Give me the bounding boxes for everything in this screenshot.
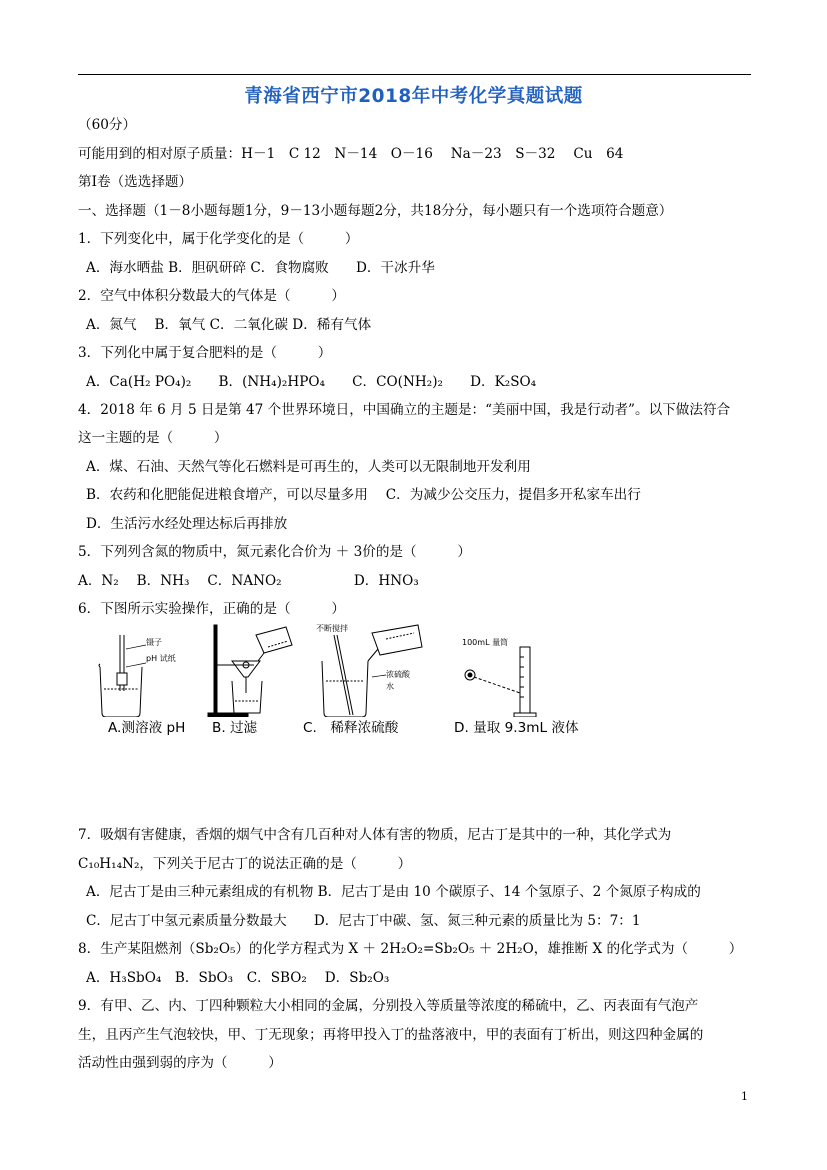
figure-a-label-paper: pH 试纸 [146,654,176,663]
atomic-mass-line: 可能用到的相对原子质量：H－1 C 12 N－14 O－16 Na－23 S－32 Cu 64 [78,146,624,162]
figure-d-measure [465,647,536,717]
figure-d-caption: D. 量取 9.3mL 液体 [454,720,579,736]
question-1-options: A．海水晒盐 B．胆矾研碎 C．食物腐败 D．干冰升华 [86,260,435,276]
question-4-option-a: A．煤、石油、天然气等化石燃料是可再生的，人类可以无限制地开发利用 [86,459,531,475]
question-7-line-1: 7．吸烟有害健康，香烟的烟气中含有几百种对人体有害的物质，尼古丁是其中的一种，其化学式为 [78,827,672,843]
question-6: 6．下图所示实验操作，正确的是（ ） [78,601,345,617]
question-5: 5．下列列含氮的物质中，氮元素化合价为 ＋ 3价的是（ ） [78,544,471,560]
figure-b-filtration [208,625,292,717]
question-2: 2．空气中体积分数最大的气体是（ ） [78,288,345,304]
figure-c-caption: C. 稀释浓硫酸 [303,720,399,736]
figure-d-label-cylinder: 100mL 量筒 [462,638,509,647]
question-9-line-2: 生，且丙产生气泡较快，甲、丁无现象；再将甲投入丁的盐落液中，甲的表面有丁析出，则这四种金属的 [78,1027,704,1043]
question-3: 3．下列化中属于复合肥料的是（ ） [78,345,332,361]
question-3-options: A．Ca(H₂ PO₄)₂ B．(NH₄)₂HPO₄ C．CO(NH₂)₂ D．K₂SO₄ [86,374,537,390]
question-9-line-1: 9．有甲、乙、内、丁四种颗粒大小相同的金属，分别投入等质量等浓度的稀硫中，乙、丙表面有气泡产 [78,998,699,1014]
figure-c-label-stir: 不断搅拌 [316,624,348,633]
page-number: 1 [741,1090,748,1103]
score-line: （60分） [78,117,137,133]
question-5-options: A．N₂ B．NH₃ C．NANO₂ D．HNO₃ [78,573,419,589]
question-8-options: A．H₃SbO₄ B．SbO₃ C．SBO₂ D．Sb₂O₃ [86,970,390,986]
question-7-line-2: C₁₀H₁₄N₂，下列关于尼古丁的说法正确的是（ ） [78,856,412,872]
question-7-options-ab: A．尼古丁是由三种元素组成的有机物 B．尼古丁是由 10 个碳原子、14 个氢原子、2 个氮原子构成的 [86,884,701,900]
question-2-options: A．氮气 B．氧气 C．二氧化碳 D．稀有气体 [86,317,372,333]
figure-a-caption: A.测溶液 pH [108,720,186,736]
figure-a-label-tweezers: 镊子 [146,638,162,647]
question-8: 8．生产某阻燃剂（Sb₂O₅）的化学方程式为 X ＋ 2H₂O₂=Sb₂O₅ ＋ 2H₂O，雄推断 X 的化学式为（ ） [78,941,743,957]
page-title: 青海省西宁市2018年中考化学真题试题 [244,86,583,107]
question-9-line-3: 活动性由强到弱的序为（ ） [78,1055,282,1071]
question-4-option-d: D．生活污水经处理达标后再排放 [86,516,288,532]
figure-c-label-water: 水 [386,682,394,691]
question-4-line-1: 4．2018 年 6 月 5 日是第 47 个世界环境日，中国确立的主题是：“美丽中国，我是行动者”。以下做法符合 [78,402,731,418]
figure-b-caption: B. 过滤 [212,720,258,736]
part-heading: 一、选择题（1－8小题每题1分，9－13小题每题2分，共18分分，每小题只有一个选项符合题意） [78,203,673,219]
experiment-figures [96,617,596,717]
figure-a-ph-test [99,635,146,717]
section-heading: 第Ⅰ卷（选选择题） [78,174,193,190]
question-4-line-2: 这一主题的是（ ） [78,430,228,446]
question-7-options-cd: C．尼古丁中氢元素质量分数最大 D．尼古丁中碳、氢、氮三种元素的质量比为 5：7：1 [86,913,641,929]
header-rule [78,74,751,75]
question-4-option-bc: B．农药和化肥能促进粮食增产，可以尽量多用 C．为减少公交压力，提倡多开私家车出行 [86,487,641,503]
question-1: 1．下列变化中，属于化学变化的是（ ） [78,231,359,247]
figure-c-label-acid: 浓硫酸 [386,670,410,679]
